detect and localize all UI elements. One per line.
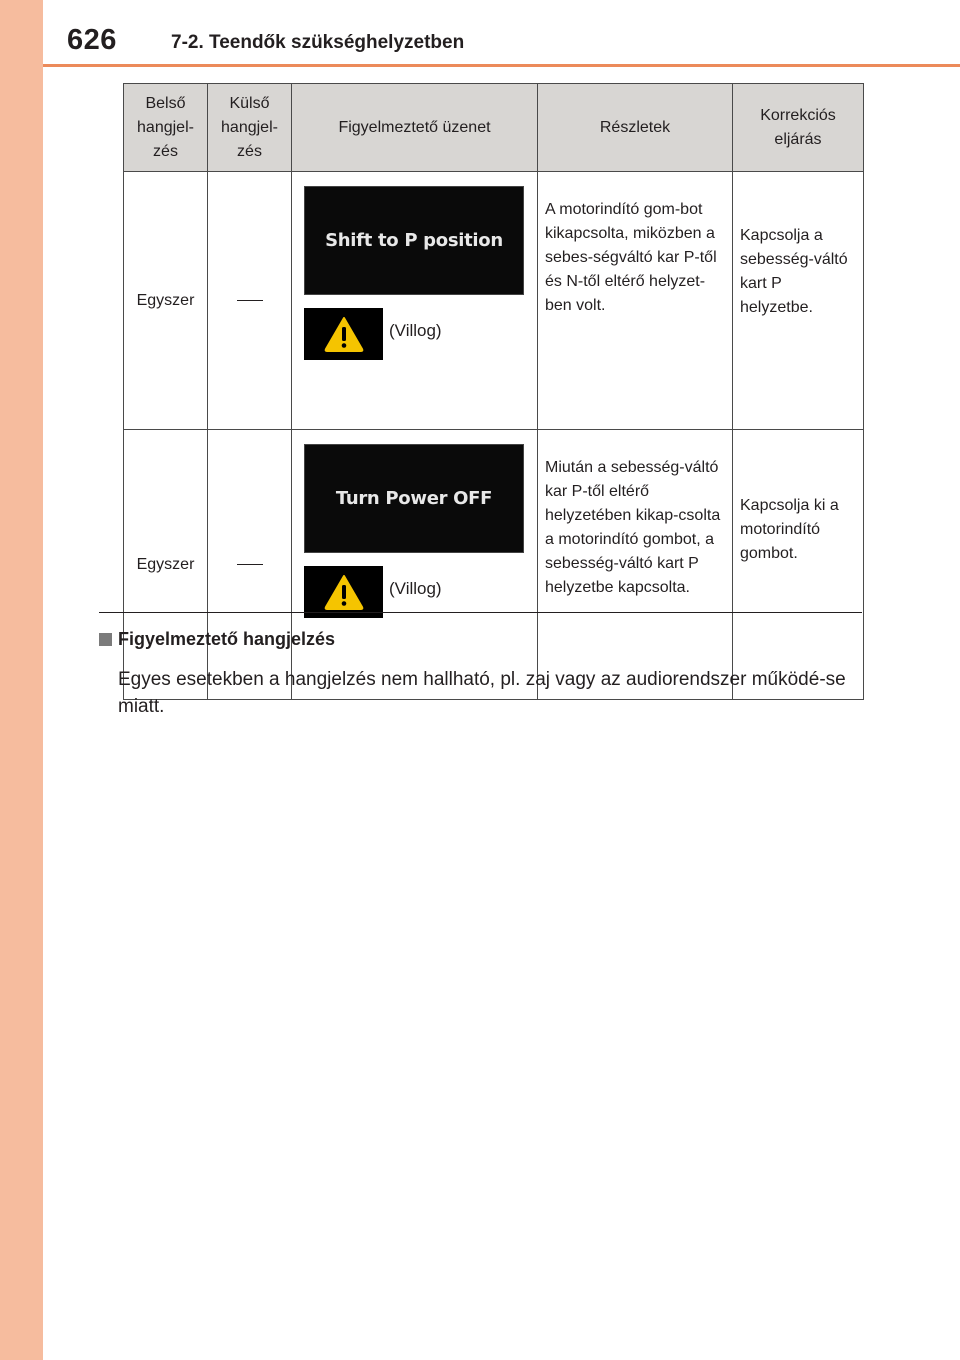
- correction-cell: Kapcsolja a sebesség-váltó kart P helyzetbe.: [733, 172, 864, 430]
- col-header-correction: Korrekciós eljárás: [733, 84, 864, 172]
- warning-message-cell: [292, 430, 538, 700]
- note-heading-text: Figyelmeztető hangjelzés: [118, 629, 336, 649]
- table-header-row: [124, 84, 864, 172]
- warning-table: [123, 83, 864, 700]
- warning-message-cell: [292, 172, 538, 430]
- details-cell: A motorindító gom-bot kikapcsolta, miközben a sebes-ségváltó kar P-től és N-től eltérő helyzet-ben volt.: [538, 172, 733, 430]
- dash-mark: [237, 300, 263, 301]
- col-header-warning-message: Figyelmeztető üzenet: [292, 84, 538, 172]
- details-cell: Miután a sebesség-váltó kar P-től eltérő helyzetében kikap-csolta a motorindító gombot, a sebesség-váltó kart P helyzetbe kapcsolta.: [538, 430, 733, 700]
- page-header: [43, 0, 960, 68]
- table-row: [124, 172, 864, 430]
- note-body: Egyes esetekben a hangjelzés nem hallható, pl. zaj vagy az audiorendszer működé-se miatt.: [118, 669, 846, 717]
- internal-buzzer-cell: Egyszer: [124, 172, 208, 430]
- table-row: [124, 430, 864, 700]
- note-heading: [99, 629, 335, 650]
- section-title: 7-2. Teendők szükséghelyzetben: [171, 32, 465, 53]
- page-number: 626: [67, 24, 117, 56]
- side-color-strip: [0, 0, 43, 1360]
- col-header-internal-buzzer: Belső hangjel-zés: [124, 84, 208, 172]
- square-bullet-icon: [99, 633, 112, 646]
- correction-cell: Kapcsolja ki a motorindító gombot.: [733, 430, 864, 700]
- display-message: Turn Power OFF: [335, 487, 493, 509]
- internal-buzzer-cell: Egyszer: [124, 430, 208, 700]
- blink-label: (Villog): [389, 321, 442, 340]
- blink-label: (Villog): [389, 579, 442, 598]
- external-buzzer-cell: [208, 172, 292, 430]
- dash-mark: [237, 564, 263, 565]
- header-divider: [43, 64, 960, 67]
- display-message: Shift to P position: [325, 229, 503, 251]
- display-screen: [304, 444, 524, 553]
- warning-triangle-icon: [304, 566, 383, 618]
- col-header-external-buzzer: Külső hangjel-zés: [208, 84, 292, 172]
- display-screen: [304, 186, 524, 295]
- external-buzzer-cell: [208, 430, 292, 700]
- section-divider: [99, 612, 862, 613]
- warning-triangle-icon: [304, 308, 383, 360]
- col-header-details: Részletek: [538, 84, 733, 172]
